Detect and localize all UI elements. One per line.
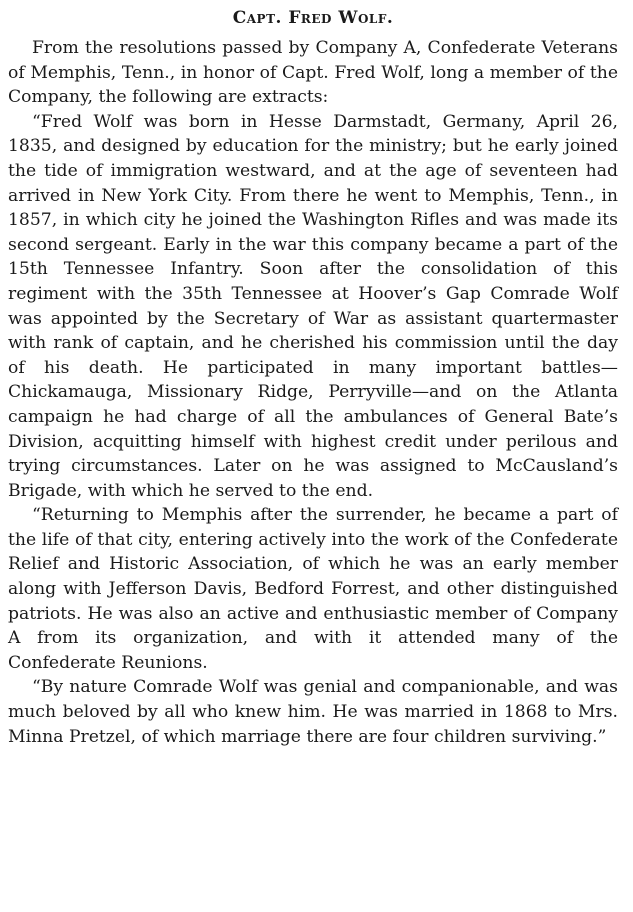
paragraph-family: “By nature Comrade Wolf was genial and companionable, and was much beloved by all who knew him. He was married in 1868 to Mrs. Minna Pretzel, of which marriage there are four children surviving.” (8, 677, 618, 747)
document-page (8, 6, 618, 749)
paragraph-biography: “Fred Wolf was born in Hesse Darmstadt, Germany, April 26, 1835, and designed by education for the ministry; but he early joined the tide of immigration westward, and at the age of seventeen had arrived in New York City. From there he went to Memphis, Tenn., in 1857, in which city he joined the Washington Rifles and was made its second sergeant. Early in the war this company became a part of the 15th Tennessee Infantry. Soon after the consolidation of this regiment with the 35th Tennessee at Hoover’s Gap Comrade Wolf was appointed by the Secretary of War as assistant quartermaster with rank of captain, and he cherished his commission until the day of his death. He participated in many important battles—Chickamauga, Missionary Ridge, Perryville—and on the Atlanta campaign he had charge of all the ambulances of General Bate’s Division, acquitting himself with highest credit under perilous and trying circumstances. Later on he was assigned to McCausland’s Brigade, with which he served to the end. (8, 111, 618, 501)
page-title: Capt. Fred Wolf. (232, 8, 394, 28)
paragraph-memphis: “Returning to Memphis after the surrender, he became a part of the life of that city, entering actively into the work of the Confederate Relief and Historic Association, of which he was an early member along with Jefferson Davis, Bedford Forrest, and other distinguished patriots. He was also an active and enthusiastic member of Company A from its organization, and with it attended many of the Confederate Reunions. (8, 505, 618, 673)
paragraph-intro: From the resolutions passed by Company A, Confederate Veterans of Memphis, Tenn., in honor of Capt. Fred Wolf, long a member of the Company, the following are extracts: (8, 38, 618, 108)
